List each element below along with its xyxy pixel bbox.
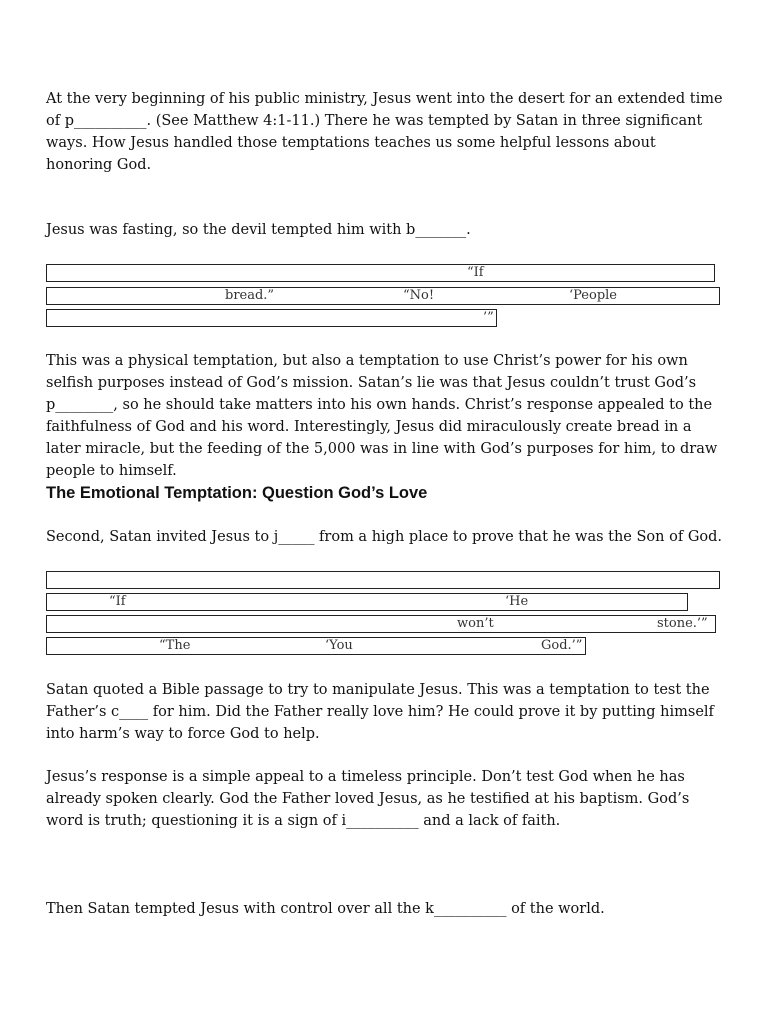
quote-fragment: ’” [483, 310, 494, 325]
quote-fragment: “No! [403, 288, 435, 303]
quote-fragment: ‘You [325, 638, 353, 653]
quote-fragment: ‘He [505, 594, 529, 609]
quote-fragment: “If [467, 265, 484, 280]
quote-fragment: God.’” [541, 638, 583, 653]
fasting-paragraph: Jesus was fasting, so the devil tempted him with b_______. [46, 222, 471, 238]
quote-fragment: “The [159, 638, 191, 653]
quote-box [46, 287, 720, 305]
quote-box [46, 264, 715, 282]
second-temptation-paragraph: Second, Satan invited Jesus to j_____ from a high place to prove that he was the Son of God. [46, 529, 723, 545]
quote-box [46, 593, 688, 611]
control-temptation-paragraph: Then Satan tempted Jesus with control over all the k__________ of the world. [46, 901, 605, 917]
quote-box [46, 571, 720, 589]
physical-temptation-paragraph: This was a physical temptation, but also a temptation to use Christ’s power for his own selfish purposes instead of God’s mission. Satan’s lie was that Jesus couldn’t trust God’s p________, so he should take matters into his own hands. Christ’s response appealed to the faithfulness of God and his word. Interestingly, Jesus did miraculously create bread in a later miracle, but the feeding of the 5,000 was in line with God’s purposes for him, to draw people to himself. [46, 353, 718, 479]
section-heading: The Emotional Temptation: Question God’s Love [46, 484, 428, 502]
quote-fragment: stone.’” [657, 616, 708, 631]
quote-fragment: bread.” [225, 288, 275, 303]
response-paragraph: Jesus’s response is a simple appeal to a timeless principle. Don’t test God when he has already spoken clearly. God the Father loved Jesus, as he testified at his baptism. God’s word is truth; questioning it is a sign of i__________ and a lack of faith. [46, 769, 690, 829]
quote-fragment: “If [109, 594, 126, 609]
intro-paragraph: At the very beginning of his public ministry, Jesus went into the desert for an extended time of p__________. (See Matthew 4:1-11.) There he was tempted by Satan in three significant ways. How Jesus handled those temptations teaches us some helpful lessons about honoring God. [46, 91, 723, 173]
manipulation-paragraph: Satan quoted a Bible passage to try to manipulate Jesus. This was a temptation to test the Father’s c____ for him. Did the Father really love him? He could prove it by putting himself into harm’s way to force God to help. [46, 682, 714, 742]
quote-fragment: ‘People [569, 288, 617, 303]
quote-box [46, 615, 716, 633]
quote-box [46, 637, 586, 655]
quote-box [46, 309, 497, 327]
quote-fragment: won’t [457, 616, 494, 631]
